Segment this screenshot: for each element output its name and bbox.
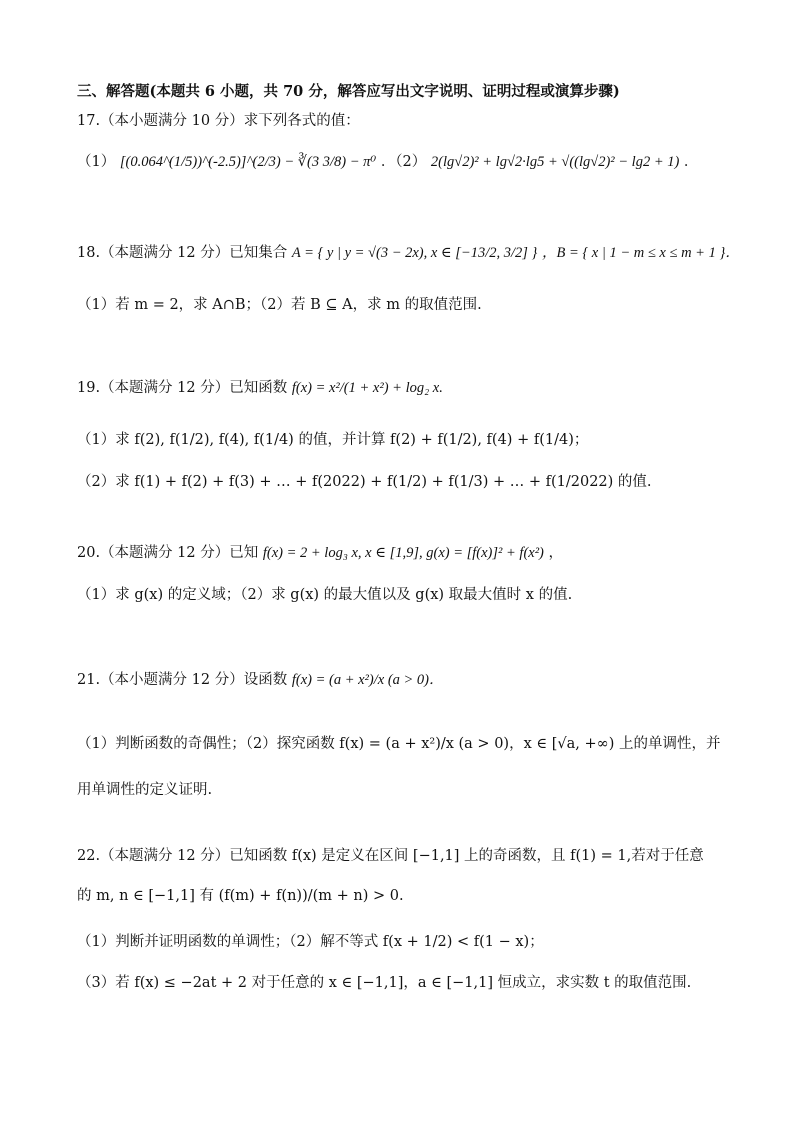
q19-part2: （2）求 f(1) + f(2) + f(3) + … + f(2022) + f(1/2) + f(1/3) + … + f(1/2022) 的值. <box>77 474 652 490</box>
q18-parts: （1）若 m = 2，求 A∩B；（2）若 B ⊆ A，求 m 的取值范围. <box>77 297 482 313</box>
q19-header: 19.（本题满分 12 分）已知函数 <box>77 380 288 396</box>
q18-set-b: ，B = { x | 1 − m ≤ x ≤ m + 1 }． <box>541 245 740 261</box>
q18-statement <box>77 243 740 263</box>
q20-parts: （1）求 g(x) 的定义域；（2）求 g(x) 的最大值以及 g(x) 取最大值时 x 的值. <box>77 587 573 603</box>
q20-statement <box>77 543 737 563</box>
q22-line1: 22.（本题满分 12 分）已知函数 f(x) 是定义在区间 [−1,1] 上的奇函数，且 f(1) = 1,若对于任意 <box>77 848 704 864</box>
q19-statement <box>77 378 737 398</box>
q17-part2-expression: 2(lg√2)² + lg√2·lg5 + √((lg√2)² − lg2 + 1) <box>430 154 680 170</box>
section-heading: 三、解答题(本题共 6 小题，共 70 分，解答应写出文字说明、证明过程或演算步骤) <box>77 83 620 100</box>
q21-statement <box>77 670 737 690</box>
q21-function: f(x) = (a + x²)/x (a > 0)． <box>291 672 444 688</box>
q21-part-line2: 用单调性的定义证明. <box>77 782 213 798</box>
q17-header: 17.（本小题满分 10 分）求下列各式的值： <box>77 113 360 129</box>
q17-end: ． <box>683 154 699 170</box>
q18-header: 18.（本题满分 12 分）已知集合 <box>77 245 288 261</box>
q19-part1: （1）求 f(2), f(1/2), f(4), f(1/4) 的值，并计算 f(2) + f(1/2), f(4) + f(1/4)； <box>77 432 589 448</box>
q22-part3: （3）若 f(x) ≤ −2at + 2 对于任意的 x ∈ [−1,1]，a ∈ [−1,1] 恒成立，求实数 t 的取值范围. <box>77 975 692 991</box>
q17-part1-expression: [(0.064^(1/5))^(-2.5)]^(2/3) − ∛(3 3/8) − π⁰ <box>119 154 377 170</box>
q22-part1: （1）判断并证明函数的单调性；（2）解不等式 f(x + 1/2) < f(1 − x)； <box>77 934 544 950</box>
q19-function: f(x) = x²/(1 + x²) + log₂ x. <box>291 380 443 396</box>
q21-header: 21.（本小题满分 12 分）设函数 <box>77 672 288 688</box>
q17-part2-label: ．（2） <box>380 154 427 170</box>
q20-header: 20.（本题满分 12 分）已知 <box>77 545 259 561</box>
q18-set-a: A = { y | y = √(3 − 2x), x ∈ [−13/2, 3/2] } <box>291 245 538 261</box>
q17-part1-label: （1） <box>77 154 116 170</box>
q22-line2: 的 m, n ∈ [−1,1] 有 (f(m) + f(n))/(m + n) > 0. <box>77 888 404 904</box>
q17-parts <box>77 152 737 172</box>
q20-end: ， <box>548 545 563 561</box>
q21-part-line1: （1）判断函数的奇偶性；（2）探究函数 f(x) = (a + x²)/x (a > 0)，x ∈ [√a, +∞) 上的单调性，并 <box>77 736 721 752</box>
q20-function: f(x) = 2 + log₃ x, x ∈ [1,9], g(x) = [f(x)]² + f(x²) <box>262 545 544 561</box>
